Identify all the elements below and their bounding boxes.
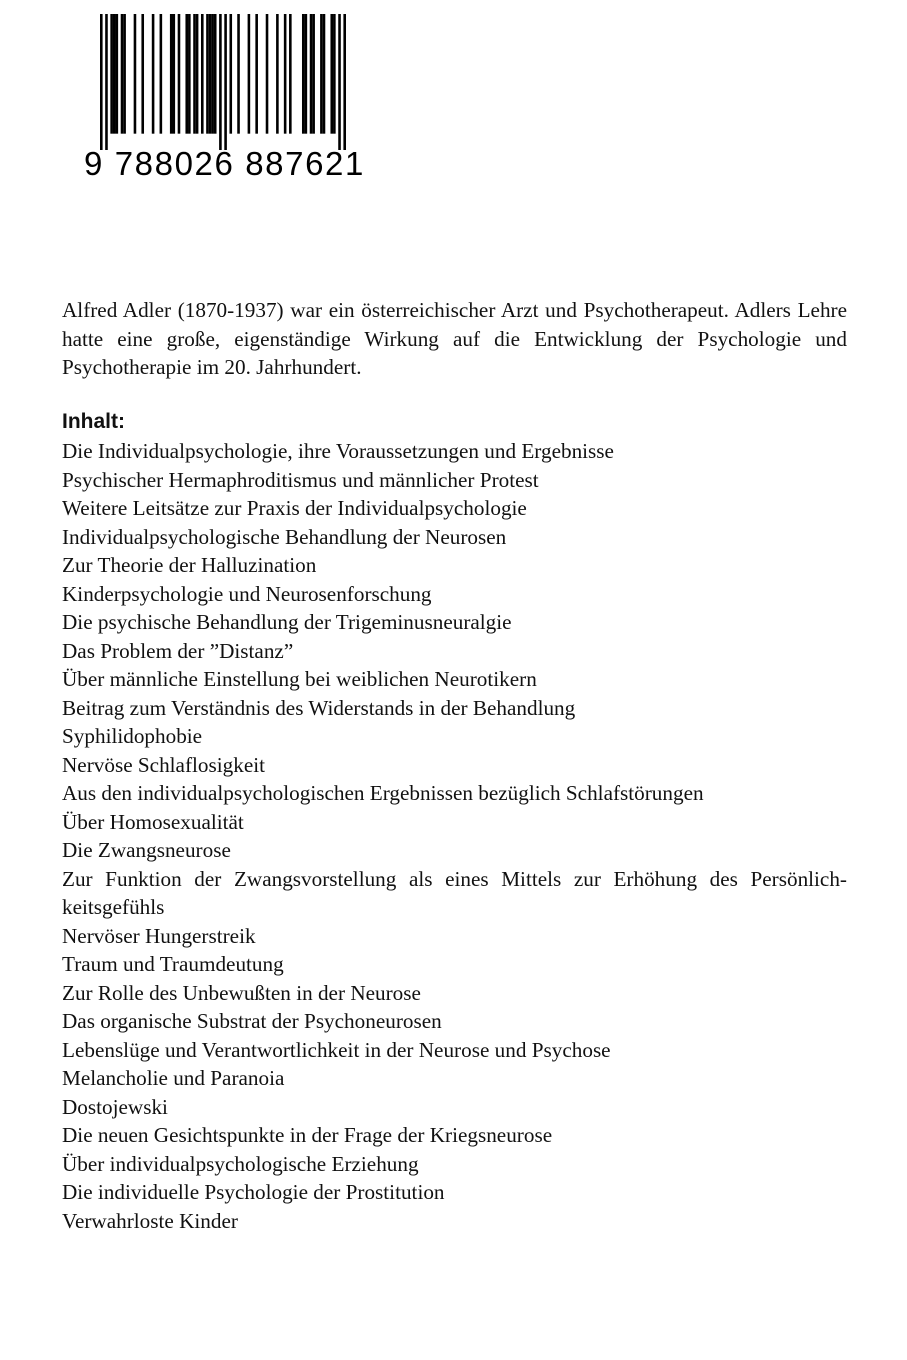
barcode-bar (284, 14, 287, 134)
barcode-bar (196, 14, 199, 134)
author-description: Alfred Adler (1870-1937) war ein österreichischer Arzt und Psychotherapeut. Adlers Lehre hatte eine große, eigenständige Wirkung auf die Entwicklung der Psychologie und Psychotherapie im 20. Jahrhundert. (62, 298, 847, 379)
contents-item: keitsgefühls (62, 895, 165, 919)
barcode-bar (116, 14, 119, 134)
contents-item: Beitrag zum Verständnis des Widerstands in der Behandlung (62, 695, 576, 720)
isbn-barcode (84, 14, 365, 182)
contents-item: Kinderpsychologie und Neurosenforschung (62, 581, 432, 606)
barcode-bar (310, 14, 313, 134)
barcode-bar (276, 14, 279, 134)
contents-item: Zur Funktion der Zwangsvorstellung als eines Mittels zur Erhöhung des Persönlich- (62, 866, 847, 891)
barcode-bar (134, 14, 137, 134)
barcode-bar (219, 14, 222, 150)
barcode-bar (289, 14, 292, 134)
barcode-bar (320, 14, 323, 134)
barcode-bar (110, 14, 113, 134)
barcode-bar (160, 14, 163, 134)
barcode-bar (170, 14, 173, 134)
contents-item: Über männliche Einstellung bei weiblichen Neurotikern (62, 667, 537, 691)
contents-item: Zur Theorie der Halluzination (62, 553, 317, 577)
contents-item: Dostojewski (62, 1094, 168, 1119)
contents-item: Traum und Traumdeutung (62, 952, 284, 976)
barcode-bar (178, 14, 181, 134)
contents-item: Zur Rolle des Unbewußten in der Neurose (62, 980, 421, 1005)
barcode-bar (343, 14, 346, 150)
barcode-bar (229, 14, 232, 134)
barcode-bar (206, 14, 209, 134)
contents-item: Die neuen Gesichtspunkte in der Frage der Kriegsneurose (62, 1123, 553, 1147)
contents-item: Über individualpsychologische Erziehung (62, 1151, 419, 1176)
contents-item: Aus den individualpsychologischen Ergebnissen bezüglich Schlafstörungen (62, 781, 704, 805)
contents-item: Das organische Substrat der Psychoneurosen (62, 1009, 442, 1033)
barcode-bar (214, 14, 217, 134)
contents-item: Nervöser Hungerstreik (62, 923, 256, 948)
barcode-bars (100, 14, 346, 150)
contents-item: Weitere Leitsätze zur Praxis der Individualpsychologie (62, 496, 527, 520)
contents-item: Verwahrloste Kinder (62, 1208, 238, 1233)
barcode-bar (312, 14, 315, 134)
barcode-bar (121, 14, 124, 134)
barcode-bar (305, 14, 308, 134)
barcode-bar (209, 14, 212, 134)
barcode-bar (237, 14, 240, 134)
barcode-bar (141, 14, 144, 134)
barcode-bar (302, 14, 305, 134)
contents-item: Melancholie und Paranoia (62, 1066, 285, 1090)
barcode-bar (201, 14, 204, 134)
barcode-bar (185, 14, 188, 134)
barcode-bar (224, 14, 227, 150)
barcode-bar (100, 14, 103, 150)
contents-item: Über Homosexualität (62, 809, 244, 834)
barcode-bar (123, 14, 126, 134)
barcode-bar (255, 14, 258, 134)
contents-item: Syphilidophobie (62, 724, 203, 748)
contents-item: Psychischer Hermaphroditismus und männlicher Protest (62, 467, 539, 492)
contents-item: Individualpsychologische Behandlung der Neurosen (62, 524, 507, 549)
barcode-bar (113, 14, 116, 134)
contents-item: Die Individualpsychologie, ihre Voraussetzungen und Ergebnisse (62, 439, 614, 463)
barcode-bar (338, 14, 341, 150)
contents-item: Die psychische Behandlung der Trigeminusneuralgie (62, 610, 512, 634)
barcode-bar (248, 14, 251, 134)
contents-heading: Inhalt: (62, 410, 125, 433)
contents-item: Das Problem der ”Distanz” (62, 638, 294, 663)
barcode-bar (323, 14, 326, 134)
barcode-bar (152, 14, 155, 134)
barcode-bar (193, 14, 196, 134)
barcode-bar (266, 14, 269, 134)
contents-item: Nervöse Schlaflosigkeit (62, 752, 265, 777)
contents-item: Lebenslüge und Verantwortlichkeit in der Neurose und Psychose (62, 1037, 611, 1062)
contents-item: Die individuelle Psychologie der Prostitution (62, 1180, 445, 1204)
contents-list (62, 437, 847, 1235)
barcode-bar (105, 14, 108, 150)
barcode-bar (211, 14, 214, 134)
barcode-bar (188, 14, 191, 134)
barcode-bar (333, 14, 336, 134)
barcode-digits: 9 788026 887621 (84, 145, 365, 182)
barcode-bar (330, 14, 333, 134)
contents-item: Die Zwangsneurose (62, 838, 231, 862)
barcode-bar (173, 14, 176, 134)
